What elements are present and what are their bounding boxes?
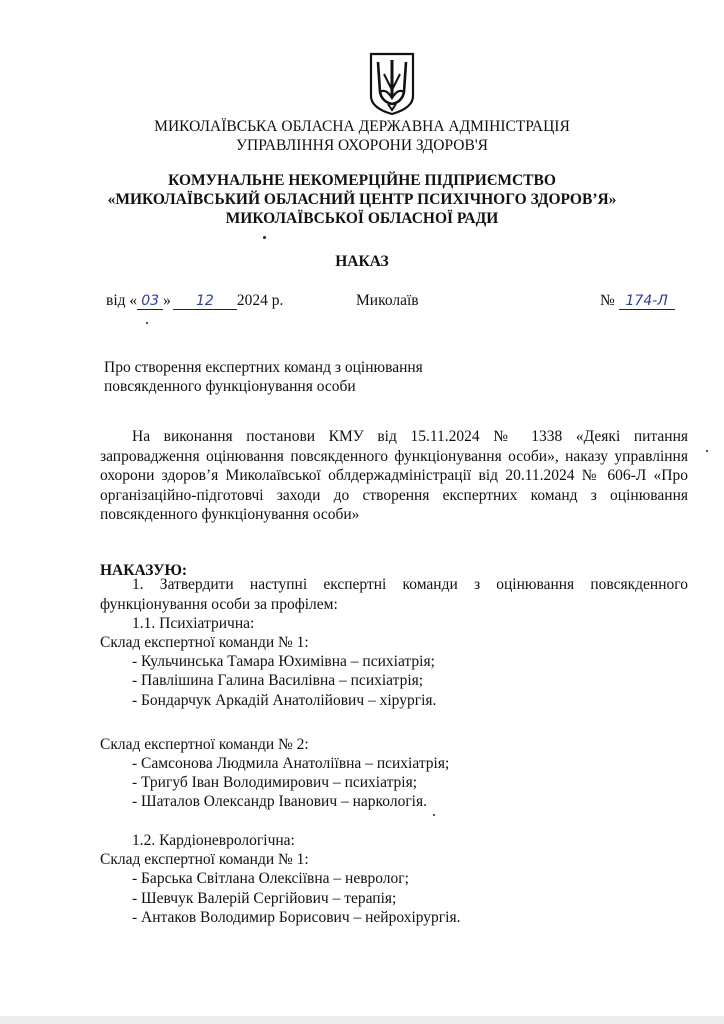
team-member: - Шевчук Валерій Сергійович – терапія;	[132, 890, 397, 907]
scan-edge	[0, 1016, 724, 1024]
subsection-title: 1.1. Психіатрична:	[132, 615, 255, 632]
team-title: Склад експертної команди № 1:	[100, 634, 309, 651]
date-year: 2024 р.	[236, 292, 284, 309]
scan-speck	[433, 814, 435, 816]
order-item-1	[100, 575, 688, 614]
org-type: КОМУНАЛЬНЕ НЕКОМЕРЦІЙНЕ ПІДПРИЄМСТВО	[168, 172, 556, 189]
order-heading: НАКАЗУЮ:	[100, 562, 188, 579]
team-member: - Антаков Володимир Борисович – нейрохірургія.	[132, 909, 461, 926]
order-item-1-text: 1. Затвердити наступні експертні команди з оцінювання повсякденного функціонування особи за профілем:	[100, 576, 688, 613]
scan-speck	[706, 450, 708, 452]
preamble-text: На виконання постанови КМУ від 15.11.2024 № 1338 «Деякі питання запровадження оцінювання повсякденного функціонування особи», наказу управління охорони здоров’я Миколаївської облдержадміністрації від 20.11.2024 № 606-Л «Про організаційно-підготовчі заходи до створення експертних команд з оцінювання повсякденного функціонування особи»	[100, 428, 688, 523]
team-member: - Шаталов Олександр Іванович – наркологія.	[132, 793, 427, 810]
number-value: 174-Л	[619, 293, 675, 310]
order-date	[106, 291, 283, 311]
team-member: - Тригуб Іван Володимирович – психіатрія;	[132, 774, 418, 791]
team-member: - Барська Світлана Олексіївна – невролог;	[132, 870, 409, 887]
date-prefix: від «	[106, 292, 138, 309]
admin-name: МИКОЛАЇВСЬКА ОБЛАСНА ДЕРЖАВНА АДМІНІСТРАЦІЯ	[154, 118, 570, 135]
document-type-title: НАКАЗ	[335, 253, 389, 270]
subject-line-1: Про створення експертних команд з оцінювання	[104, 359, 423, 376]
date-day: 03	[137, 293, 163, 310]
preamble-paragraph	[100, 427, 688, 525]
team-member: - Павлішина Галина Василівна – психіатрія;	[132, 672, 424, 689]
order-number	[600, 291, 675, 311]
team-title: Склад експертної команди № 1:	[100, 851, 309, 868]
subsection-title: 1.2. Кардіоневрологічна:	[132, 832, 295, 849]
number-prefix: №	[600, 292, 615, 309]
date-month: 12	[173, 293, 237, 310]
department-name: УПРАВЛІННЯ ОХОРОНИ ЗДОРОВ'Я	[236, 137, 488, 154]
team-member: - Бондарчук Аркадій Анатолійович – хірургія.	[132, 692, 437, 709]
coat-of-arms-icon	[368, 52, 416, 116]
subject-line-2: повсякденного функціонування особи	[104, 378, 356, 395]
team-member: - Кульчинська Тамара Юхимівна – психіатрія;	[132, 653, 435, 670]
date-mid: »	[163, 292, 171, 309]
order-city: Миколаїв	[356, 292, 419, 309]
scan-speck	[146, 322, 148, 324]
team-member: - Самсонова Людмила Анатоліївна – психіатрія;	[132, 755, 450, 772]
org-name: «МИКОЛАЇВСЬКИЙ ОБЛАСНИЙ ЦЕНТР ПСИХІЧНОГО ЗДОРОВ’Я»	[107, 191, 617, 208]
team-title: Склад експертної команди № 2:	[100, 736, 309, 753]
org-owner: МИКОЛАЇВСЬКОЇ ОБЛАСНОЇ РАДИ	[225, 210, 499, 227]
scan-speck	[263, 236, 266, 239]
